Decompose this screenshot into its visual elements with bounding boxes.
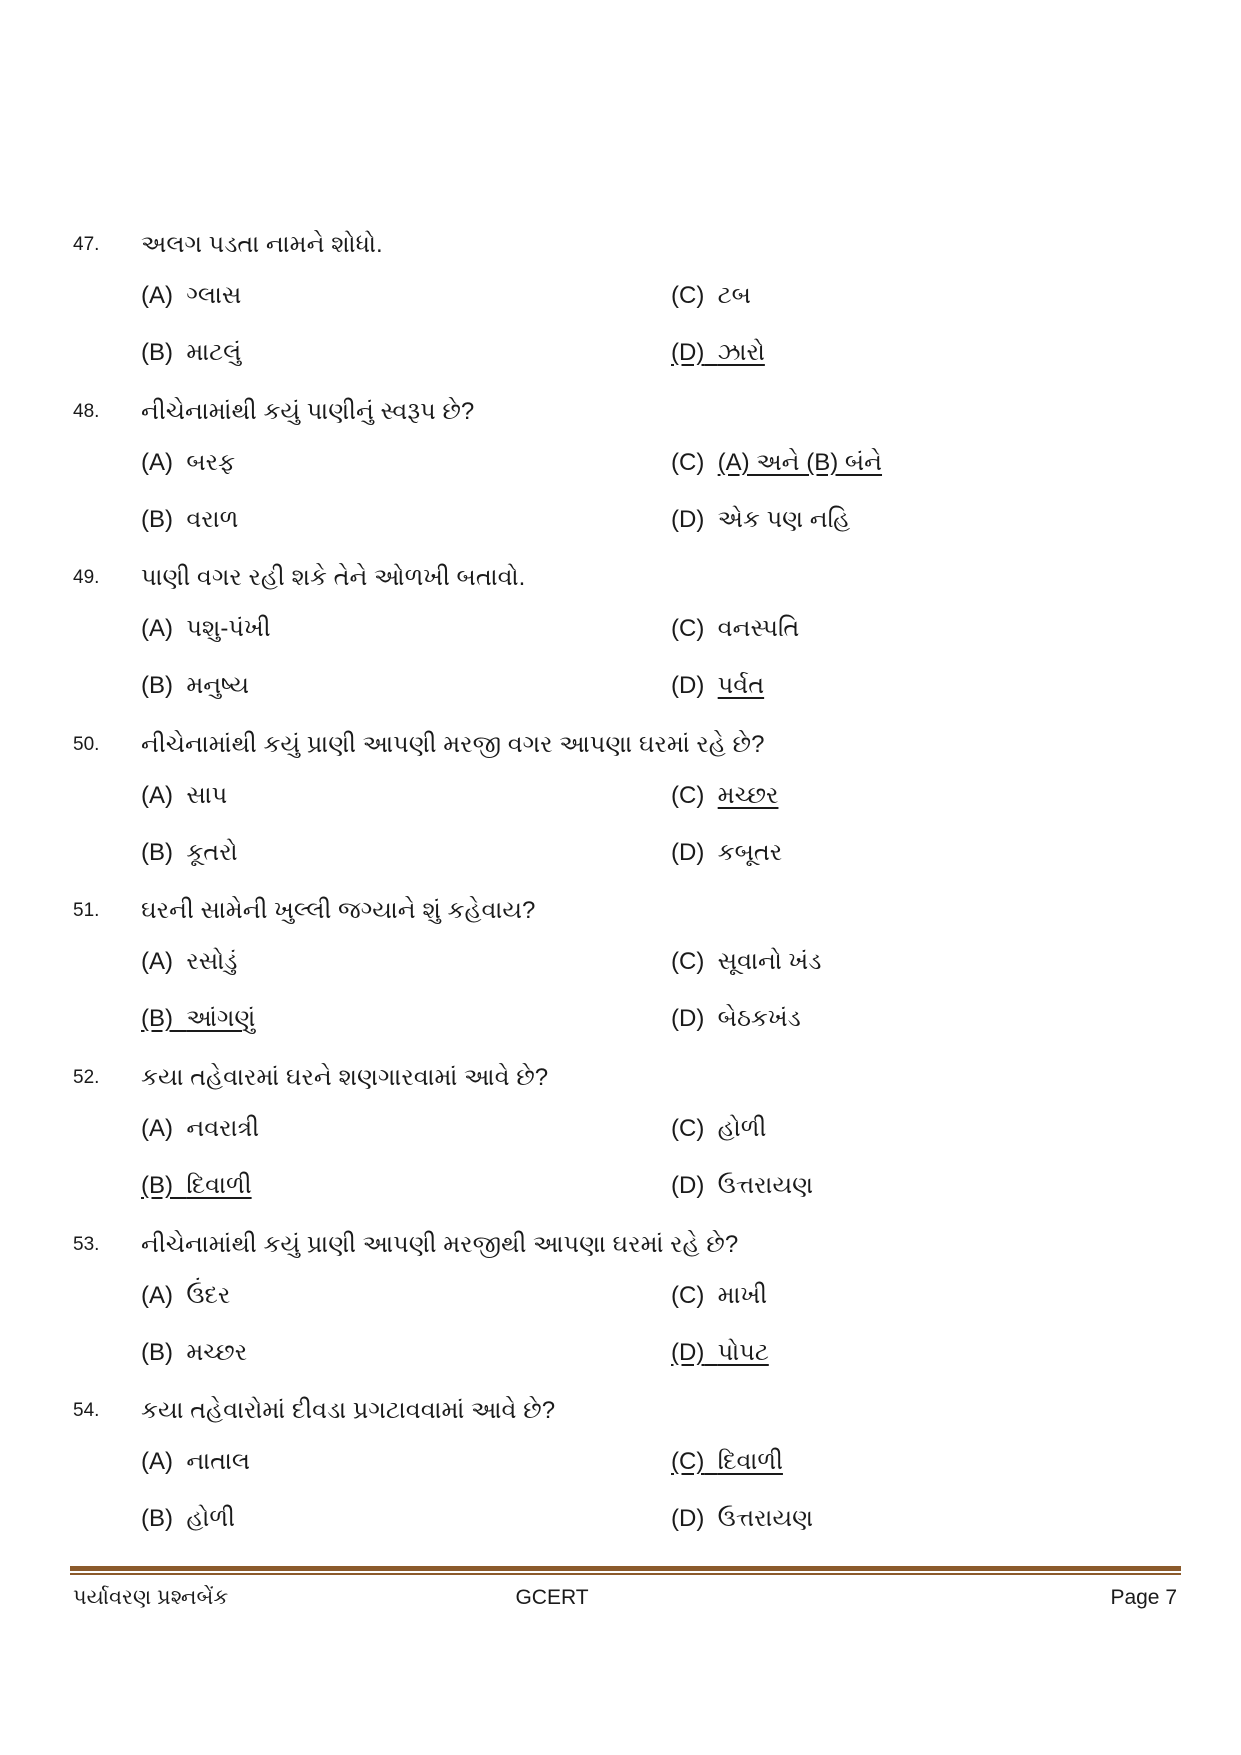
option-text: એક પણ નહિ <box>717 505 851 533</box>
option-text: પોપટ <box>717 1338 769 1366</box>
question-text: નીચેનામાંથી કયું પ્રાણી આપણી મરજીથી આપણા ઘરમાં રહે છે? <box>141 1230 739 1258</box>
option-b-content <box>141 1505 235 1532</box>
option-d-content <box>671 1172 813 1199</box>
option-text: કબૂતર <box>717 838 783 866</box>
question-block <box>0 1228 1241 1395</box>
option-b <box>141 336 241 370</box>
question-block <box>0 1394 1241 1561</box>
option-label: (A) <box>141 781 173 809</box>
option-label: (C) <box>671 1114 705 1142</box>
option-label: (D) <box>671 1338 705 1366</box>
option-text: ટબ <box>717 282 751 309</box>
option-label: (B) <box>141 339 173 366</box>
option-label: (B) <box>141 838 173 866</box>
option-b <box>141 503 238 537</box>
option-a-content <box>141 615 271 642</box>
option-a-content <box>141 782 227 809</box>
option-a-content <box>141 449 235 476</box>
option-label: (A) <box>141 282 173 309</box>
option-d-content <box>671 839 782 866</box>
option-text: કૂતરો <box>186 838 238 866</box>
option-a-content <box>141 282 241 309</box>
option-label: (C) <box>671 781 705 809</box>
option-text: હોળી <box>717 1114 767 1142</box>
option-a <box>141 945 237 979</box>
option-text: રસોડું <box>186 948 238 976</box>
question-text: ઘરની સામેની ખુલ્લી જગ્યાને શું કહેવાય? <box>141 897 536 925</box>
option-d <box>671 336 765 370</box>
option-d <box>671 1002 801 1036</box>
option-label: (C) <box>671 1448 705 1476</box>
footer-subject: પર્યાવરણ પ્રશ્નબેંક <box>73 1586 229 1609</box>
option-text: ઉત્તરાયણ <box>717 1505 814 1533</box>
option-b-content <box>141 339 241 366</box>
option-d-content <box>671 672 764 699</box>
option-text: સૂવાનો ખંડ <box>717 948 822 976</box>
question-text: કયા તહેવારોમાં દીવડા પ્રગટાવવામાં આવે છે? <box>141 1397 556 1425</box>
option-text: દિવાળી <box>717 1448 783 1476</box>
option-text: ઉંદર <box>186 1281 231 1309</box>
option-label: (C) <box>671 948 705 976</box>
option-text: પર્વત <box>717 672 765 700</box>
question-block <box>0 561 1241 728</box>
option-c <box>671 945 821 979</box>
option-b-content <box>141 1005 255 1032</box>
option-label: (D) <box>671 1005 705 1033</box>
option-text: માટલું <box>186 339 242 366</box>
option-text: મચ્છર <box>717 781 779 809</box>
option-text: પશુ-પંખી <box>186 615 271 643</box>
option-text: બરફ <box>186 448 236 476</box>
option-a-content <box>141 1115 259 1142</box>
option-c <box>671 1279 767 1313</box>
option-text: મનુષ્ય <box>186 672 249 700</box>
question-number: 48. <box>73 400 100 422</box>
option-text: (A) અને (B) બંને <box>717 448 883 476</box>
option-c-content <box>671 1448 783 1475</box>
option-text: બેઠકખંડ <box>717 1005 801 1033</box>
option-c <box>671 612 799 646</box>
question-number: 54. <box>73 1400 100 1422</box>
option-text: માખી <box>717 1281 768 1309</box>
question-text: નીચેનામાંથી કયું પાણીનું સ્વરૂપ છે? <box>141 397 475 425</box>
option-label: (B) <box>141 505 173 533</box>
option-label: (A) <box>141 1114 173 1142</box>
option-a <box>141 1279 230 1313</box>
option-c-content <box>671 615 799 642</box>
question-number: 51. <box>73 900 100 922</box>
question-number: 52. <box>73 1066 100 1088</box>
option-a-content <box>141 1282 230 1309</box>
option-label: (C) <box>671 282 705 309</box>
option-text: હોળી <box>186 1505 235 1533</box>
option-c <box>671 779 778 813</box>
option-d <box>671 836 782 870</box>
option-b-content <box>141 1339 247 1366</box>
option-c-content <box>671 948 821 975</box>
option-d-content <box>671 1005 801 1032</box>
option-c-content <box>671 1282 767 1309</box>
option-label: (B) <box>141 1505 173 1533</box>
option-text: વનસ્પતિ <box>717 615 800 643</box>
question-text: પાણી વગર રહી શકે તેને ઓળખી બતાવો. <box>141 564 526 592</box>
option-a-content <box>141 948 237 975</box>
option-label: (A) <box>141 615 173 643</box>
option-c <box>671 279 751 313</box>
option-b <box>141 669 249 703</box>
option-c <box>671 446 882 480</box>
option-c <box>671 1112 766 1146</box>
option-a <box>141 279 241 313</box>
option-label: (C) <box>671 448 705 476</box>
option-text: ઉત્તરાયણ <box>717 1171 814 1199</box>
option-label: (C) <box>671 1281 705 1309</box>
option-text: દિવાળી <box>186 1171 252 1199</box>
option-d <box>671 1502 813 1536</box>
option-b <box>141 1169 252 1203</box>
question-number: 53. <box>73 1233 100 1255</box>
option-text: નાતાલ <box>186 1448 251 1476</box>
option-c <box>671 1445 783 1479</box>
option-label: (B) <box>141 1005 173 1033</box>
question-block <box>0 395 1241 562</box>
footer-rule-thin <box>70 1573 1181 1575</box>
option-text: સાપ <box>186 781 228 809</box>
question-list <box>0 228 1241 1561</box>
question-number: 47. <box>73 234 100 255</box>
option-c-content <box>671 282 751 309</box>
option-a <box>141 1112 259 1146</box>
option-label: (A) <box>141 1448 173 1476</box>
option-d-content <box>671 506 850 533</box>
option-label: (A) <box>141 448 173 476</box>
option-text: ઝારો <box>717 339 765 366</box>
footer-page-number: Page 7 <box>1110 1586 1177 1609</box>
option-c-content <box>671 1115 766 1142</box>
question-number: 50. <box>73 733 100 755</box>
option-label: (C) <box>671 615 705 643</box>
option-c-content <box>671 449 882 476</box>
option-a <box>141 779 227 813</box>
option-d <box>671 669 764 703</box>
option-label: (B) <box>141 672 173 700</box>
option-text: આંગણું <box>186 1005 256 1033</box>
footer-publisher: GCERT <box>515 1586 589 1609</box>
option-label: (D) <box>671 505 705 533</box>
option-label: (D) <box>671 1171 705 1199</box>
option-label: (D) <box>671 339 705 366</box>
option-d-content <box>671 339 765 366</box>
option-label: (D) <box>671 672 705 700</box>
option-b-content <box>141 1172 252 1199</box>
option-text: નવરાત્રી <box>186 1114 260 1142</box>
option-b <box>141 1002 255 1036</box>
option-label: (A) <box>141 948 173 976</box>
question-block <box>0 894 1241 1061</box>
option-b-content <box>141 506 238 533</box>
option-d-content <box>671 1339 769 1366</box>
option-label: (D) <box>671 1505 705 1533</box>
option-d <box>671 1169 813 1203</box>
option-b <box>141 836 238 870</box>
question-block <box>0 728 1241 895</box>
option-label: (B) <box>141 1171 173 1199</box>
option-text: મચ્છર <box>186 1338 248 1366</box>
question-text: નીચેનામાંથી કયું પ્રાણી આપણી મરજી વગર આપણા ઘરમાં રહે છે? <box>141 730 765 758</box>
option-label: (B) <box>141 1338 173 1366</box>
option-label: (D) <box>671 838 705 866</box>
footer-rule <box>70 1566 1181 1571</box>
option-a-content <box>141 1448 250 1475</box>
option-d <box>671 1336 769 1370</box>
option-b-content <box>141 839 238 866</box>
question-text: કયા તહેવારમાં ઘરને શણગારવામાં આવે છે? <box>141 1063 549 1091</box>
option-c-content <box>671 782 778 809</box>
option-b <box>141 1502 235 1536</box>
question-block <box>0 228 1241 395</box>
option-text: ગ્લાસ <box>186 282 242 309</box>
option-d <box>671 503 850 537</box>
option-a <box>141 446 235 480</box>
question-number: 49. <box>73 567 100 589</box>
question-block <box>0 1061 1241 1228</box>
option-b <box>141 1336 247 1370</box>
option-a <box>141 1445 250 1479</box>
option-d-content <box>671 1505 813 1532</box>
question-text: અલગ પડતા નામને શોધો. <box>141 231 383 258</box>
option-a <box>141 612 271 646</box>
option-text: વરાળ <box>186 505 239 533</box>
option-b-content <box>141 672 249 699</box>
option-label: (A) <box>141 1281 173 1309</box>
